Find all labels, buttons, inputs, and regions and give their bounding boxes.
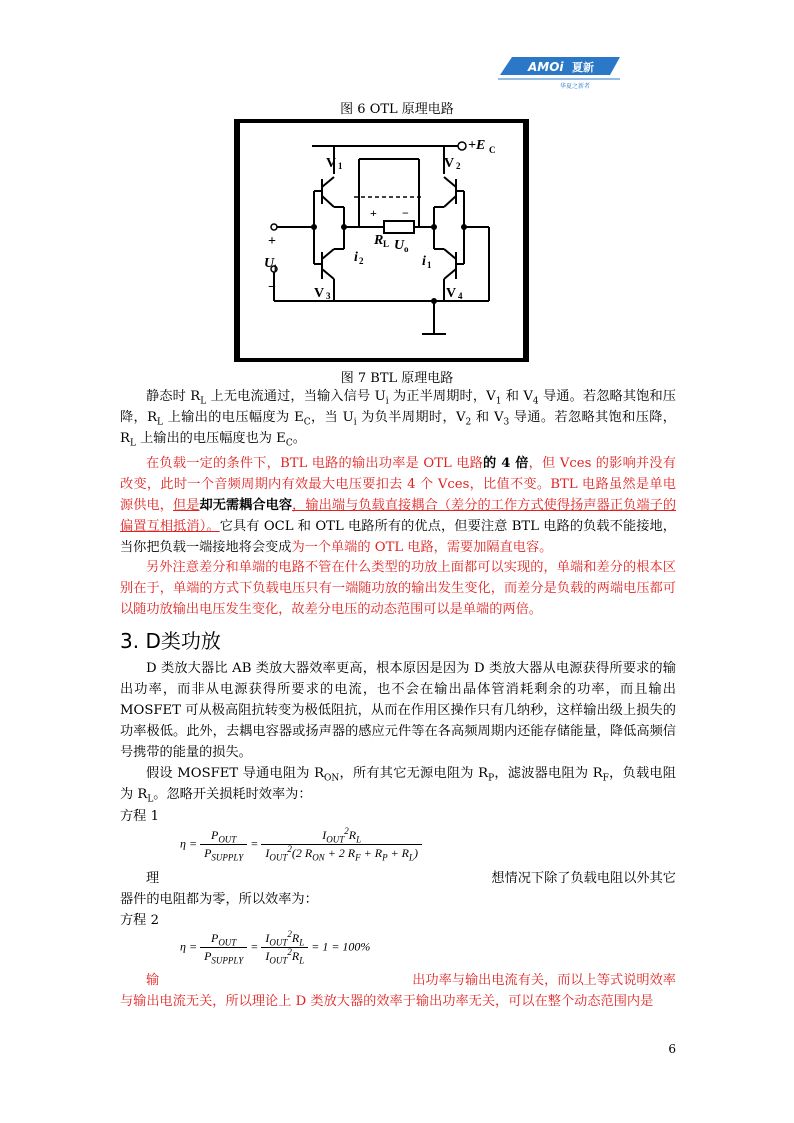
label-minus: −	[268, 280, 276, 295]
label-v3-sub: 3	[326, 291, 331, 301]
equation-2-label: 方程 2	[120, 913, 159, 928]
logo-text: AMOi	[528, 60, 564, 74]
label-uo-sub: o	[404, 244, 409, 254]
label-i1-sub: 1	[427, 260, 432, 270]
paragraph-differential: 另外注意差分和单端的电路不管在什么类型的功放上面都可以实现的，单端和差分的根本区别在于，单端的方式下负载电压只有一端随功放的输出发生变化，而差分是负载的两端电压都可以随功放输出电压发生变化，故差分电压的动态范围可以是单端的两倍。	[120, 560, 676, 617]
label-v4-sub: 4	[458, 291, 463, 301]
section-heading: 3. D类功放	[120, 629, 221, 653]
btl-circuit-figure	[234, 119, 529, 362]
label-pol-plus: +	[370, 206, 377, 220]
paragraph-ideal-cont: 器件的电阻都为零，所以效率为：	[120, 892, 318, 907]
figure-7-caption: 图 7 BTL 原理电路	[340, 371, 454, 386]
equation-1-label: 方程 1	[120, 809, 159, 824]
label-v1-sub: 1	[338, 161, 343, 171]
label-v1: V	[326, 156, 337, 171]
company-logo	[498, 55, 620, 91]
paragraph-efficiency-cont: 与输出电流无关，所以理论上 D 类放大器的效率于输出功率无关，可以在整个动态范围内是	[120, 994, 654, 1009]
label-rl: R	[374, 233, 384, 248]
label-ui-sub: i	[274, 263, 277, 273]
label-ui: U	[264, 256, 275, 271]
logo-slogan: 华夏之新者	[560, 83, 591, 90]
label-i1: i	[422, 254, 426, 269]
label-rl-sub: L	[383, 239, 390, 249]
label-i2-sub: 2	[359, 256, 364, 266]
label-i2: i	[354, 250, 358, 265]
label-uo: U	[394, 238, 405, 253]
label-v4: V	[446, 286, 457, 301]
label-ec: +E	[468, 138, 486, 153]
page-number: 6	[668, 1042, 676, 1056]
label-v3: V	[314, 286, 325, 301]
label-pol-minus: −	[402, 206, 409, 220]
btl-circuit-diagram	[234, 119, 529, 362]
figure-6-caption: 图 6 OTL 原理电路	[340, 102, 454, 117]
logo-cn: 夏新	[572, 61, 594, 74]
paragraph-class-d: D 类放大器比 AB 类放大器效率更高，根本原因是因为 D 类放大器从电源获得所要求的输出功率，而非从电源获得所要求的电流，也不会在输出晶体管消耗剩余的功率，而且输出 MOSFET 可从极高阻抗转变为极低阻抗，从而在作用区操作只有几纳秒，这样输出级上损失的功率极低。此外，去耦电容器或扬声器的感应元件等在各高频周期内还能存储能量，降低高频信号携带的能量的损失。	[120, 661, 676, 760]
label-ec-sub: C	[489, 145, 496, 155]
equation-2: η = $\frac{P_{OUT}}{P_{SUPPLY}}$ = $\frac{I_{OUT}^2R_L}{I_{OUT}^2R_L}$ = 1 = 100%	[180, 929, 371, 966]
label-v2: V	[444, 156, 455, 171]
paragraph-efficiency-right: 出功率与输出电流有关，而以上等式说明效率	[412, 973, 676, 988]
paragraph-assumption: 假设 MOSFET 导通电阻为 $R_{ON}$，所有其它无源电阻为 $R_P$，滤波器电阻为 $R_F$，负载电阻为 $R_L$。忽略开关损耗时效率为：	[120, 766, 676, 805]
paragraph-efficiency-left: 输	[146, 973, 160, 988]
label-v2-sub: 2	[456, 161, 461, 171]
paragraph-ideal-left: 理	[146, 871, 160, 886]
equation-1: η = $\frac{P_{OUT}}{P_{SUPPLY}}$ = $\frac{I_{OUT}^2R_L}{I_{OUT}^2(2 R_{ON} + 2 R_F + R_P + R_L)}$	[180, 828, 422, 861]
paragraph-btl-power: 在负载一定的条件下，BTL 电路的输出功率是 OTL 电路的 4 倍，但 Vces 的影响并没有改变，此时一个音频周期内有效最大电压要扣去 4 个 Vces，比值不变。BTL 电路虽然是单电源供电，但是却无需耦合电容，输出端与负载直接耦合（差分的工作方式使得扬声器正负端子的偏置互相抵消）。它具有 OCL 和 OTL 电路所有的优点，但要注意 BTL 电路的负载不能接地，当你把负载一端接地将会变成为一个单端的 OTL 电路，需要加隔直电容。	[120, 456, 677, 555]
paragraph-ideal-right: 想情况下除了负载电阻以外其它	[491, 871, 676, 886]
label-plus: +	[268, 234, 276, 249]
amoi-logo-icon	[498, 55, 620, 91]
paragraph-static-state: 静态时 $R_L$ 上无电流通过，当输入信号 $U_i$ 为正半周期时，$V_1$ 和 $V_4$ 导通。若忽略其饱和压降，$R_L$ 上输出的电压幅度为 $E_C$，当 $U_i$ 为负半周期时，$V_2$ 和 $V_3$ 导通。若忽略其饱和压降，$R_L$ 上输出的电压幅度也为 $E_C$。	[120, 389, 676, 449]
